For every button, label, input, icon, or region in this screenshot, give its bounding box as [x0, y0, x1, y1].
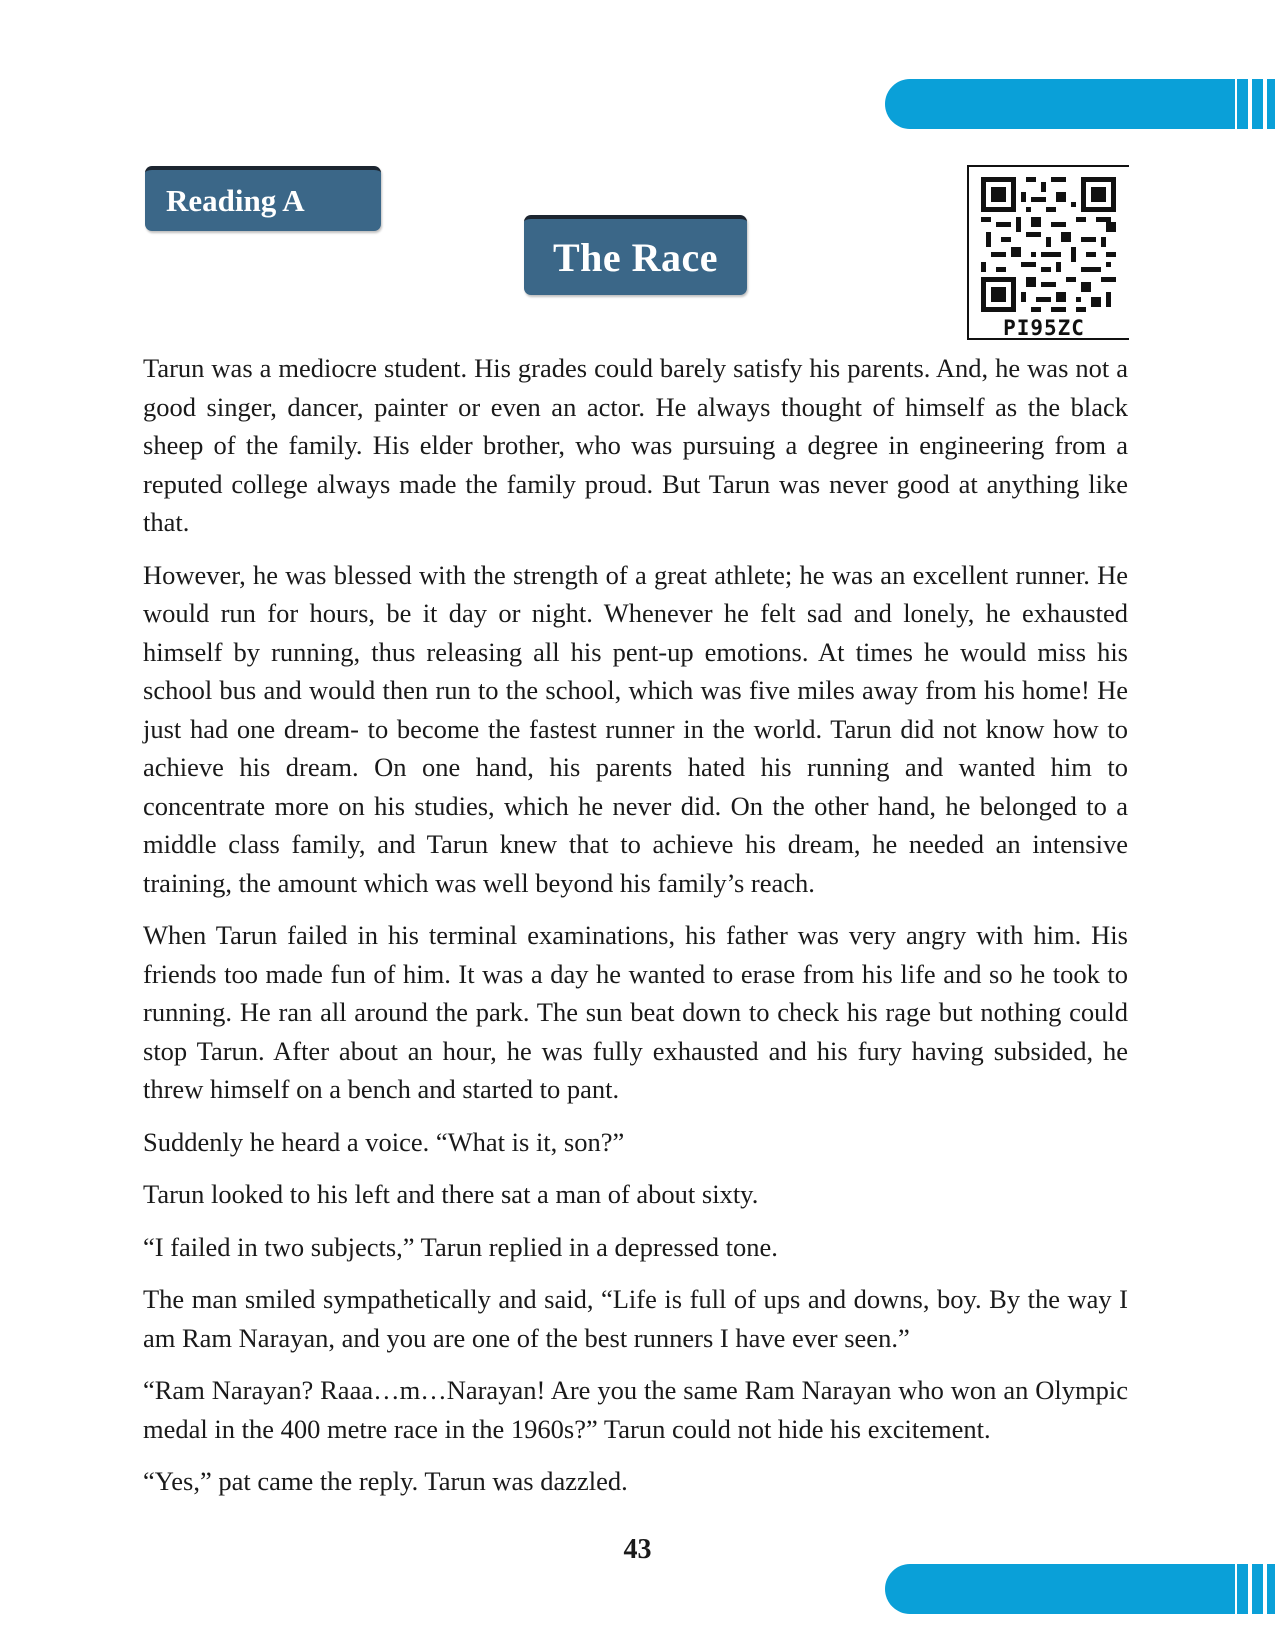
- top-decorative-band: [885, 79, 1275, 129]
- paragraph: “Yes,” pat came the reply. Tarun was dazzled.: [143, 1466, 628, 1496]
- story-body: [143, 349, 1128, 1515]
- paragraph: Tarun looked to his left and there sat a man of about sixty.: [143, 1179, 759, 1209]
- paragraph: Tarun was a mediocre student. His grades could barely satisfy his parents. And, he was not a good singer, dancer, painter or even an actor. He always thought of himself as the black sheep of the family. His elder brother, who was pursuing a degree in engineering from a reputed college always made the family proud. But Tarun was never good at anything like that.: [143, 353, 1128, 537]
- qr-code-label: PI95ZC: [1003, 316, 1085, 340]
- paragraph: The man smiled sympathetically and said, “Life is full of ups and downs, boy. By the way I am Ram Narayan, and you are one of the best runners I have ever seen.”: [143, 1284, 1128, 1353]
- paragraph: “I failed in two subjects,” Tarun replied in a depressed tone.: [143, 1231, 778, 1262]
- paragraph: However, he was blessed with the strength of a great athlete; he was an excellent runner. He would run for hours, be it day or night. Whenever he felt sad and lonely, he exhausted himself by running, thus releasing all his pent-up emotions. At times he would miss his school bus and would then run to the school, which was five miles away from his home! He just had one dream- to become the fastest runner in the world. Tarun did not know how to achieve his dream. On one hand, his parents hated his running and wanted him to concentrate more on his studies, which he never did. On the other hand, he belonged to a middle class family, and Tarun knew that to achieve his dream, he needed an intensive training, the amount which was well beyond his family’s reach.: [143, 559, 1128, 898]
- paragraph: “Ram Narayan? Raaa…m…Narayan! Are you the same Ram Narayan who won an Olympic medal in the 400 metre race in the 1960s?” Tarun could not hide his excitement.: [143, 1375, 1128, 1444]
- page-number: 43: [623, 1534, 652, 1565]
- qr-code-icon: [981, 177, 1116, 312]
- paragraph: Suddenly he heard a voice. “What is it, son?”: [143, 1126, 625, 1157]
- page-title: The Race: [524, 215, 747, 295]
- section-label: Reading A: [145, 166, 381, 231]
- bottom-decorative-band: [885, 1564, 1275, 1614]
- qr-code-box: [967, 165, 1129, 340]
- paragraph: When Tarun failed in his terminal examinations, his father was very angry with him. His friends too made fun of him. It was a day he wanted to erase from his life and so he took to running. He ran all around the park. The sun beat down to check his rage but nothing could stop Tarun. After about an hour, he was fully exhausted and his fury having subsided, he threw himself on a bench and started to pant.: [143, 920, 1128, 1104]
